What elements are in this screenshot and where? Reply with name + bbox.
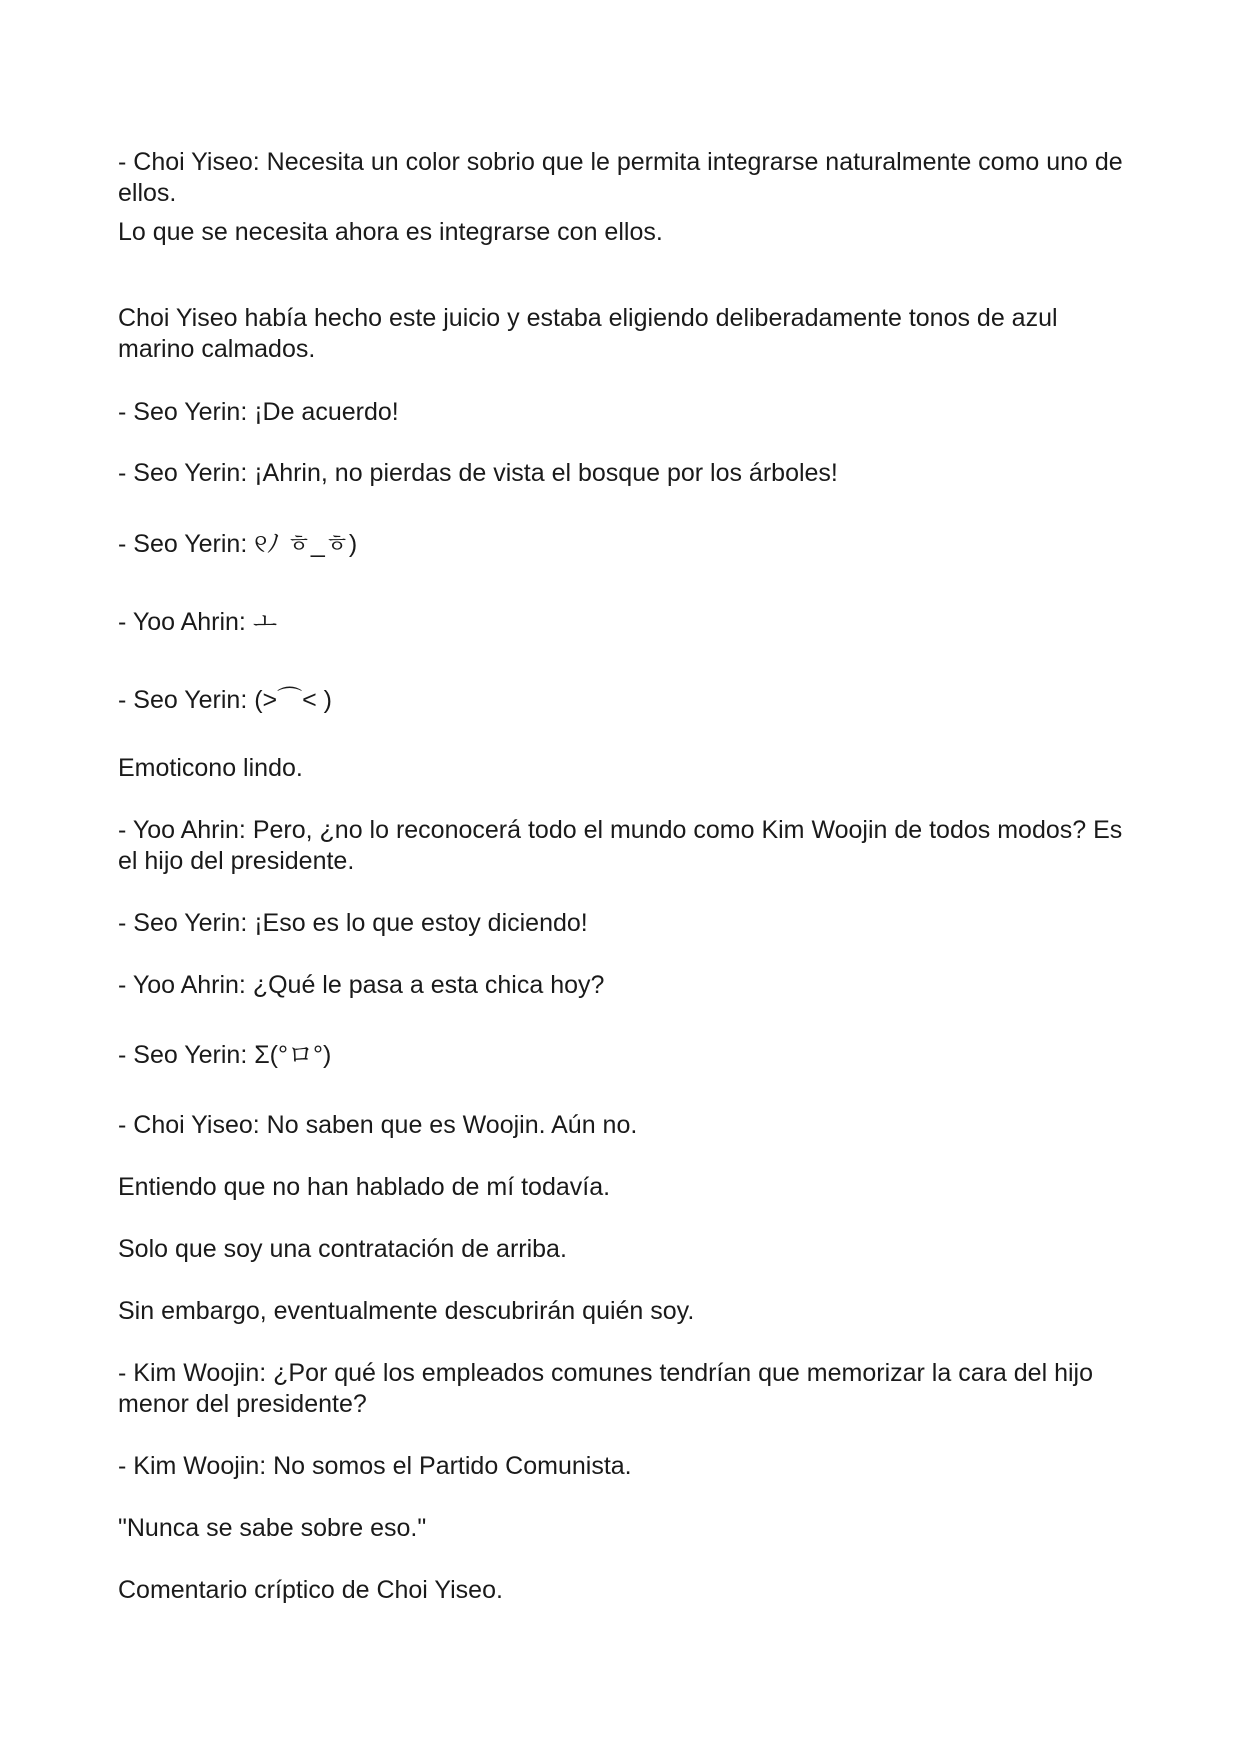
paragraph-18: - Kim Woojin: ¿Por qué los empleados comunes tendrían que memorizar la cara del hijo menor del presidente? [118, 1359, 1093, 1418]
paragraph-13: - Seo Yerin: Σ(°ロ°) [118, 1041, 332, 1069]
paragraph-15: Entiendo que no han hablado de mí todavía. [118, 1173, 611, 1201]
paragraph-19: - Kim Woojin: No somos el Partido Comunista. [118, 1452, 632, 1480]
paragraph-7: - Yoo Ahrin: ㅗ [118, 608, 277, 636]
paragraph-11: - Seo Yerin: ¡Eso es lo que estoy diciendo! [118, 909, 588, 937]
paragraph-17: Sin embargo, eventualmente descubrirán quién soy. [118, 1297, 695, 1325]
paragraph-4: - Seo Yerin: ¡De acuerdo! [118, 398, 399, 426]
paragraph-20: "Nunca se sabe sobre eso." [118, 1514, 427, 1542]
paragraph-12: - Yoo Ahrin: ¿Qué le pasa a esta chica hoy? [118, 971, 605, 999]
paragraph-5: - Seo Yerin: ¡Ahrin, no pierdas de vista el bosque por los árboles! [118, 459, 838, 487]
paragraph-8: - Seo Yerin: (>⌒< ) [118, 686, 333, 714]
paragraph-3: Choi Yiseo había hecho este juicio y estaba eligiendo deliberadamente tonos de azul marino calmados. [118, 304, 1058, 363]
paragraph-16: Solo que soy una contratación de arriba. [118, 1235, 567, 1263]
paragraph-1: - Choi Yiseo: Necesita un color sobrio que le permita integrarse naturalmente como uno de ellos. [118, 148, 1123, 207]
paragraph-2: Lo que se necesita ahora es integrarse con ellos. [118, 218, 663, 246]
paragraph-10: - Yoo Ahrin: Pero, ¿no lo reconocerá todo el mundo como Kim Woojin de todos modos? Es el hijo del presidente. [118, 816, 1123, 875]
paragraph-9: Emoticono lindo. [118, 754, 303, 782]
paragraph-14: - Choi Yiseo: No saben que es Woojin. Aún no. [118, 1111, 638, 1139]
paragraph-21: Comentario críptico de Choi Yiseo. [118, 1576, 503, 1604]
paragraph-6: - Seo Yerin: ୧ﾉ ㅎ_ㅎ) [118, 530, 358, 558]
